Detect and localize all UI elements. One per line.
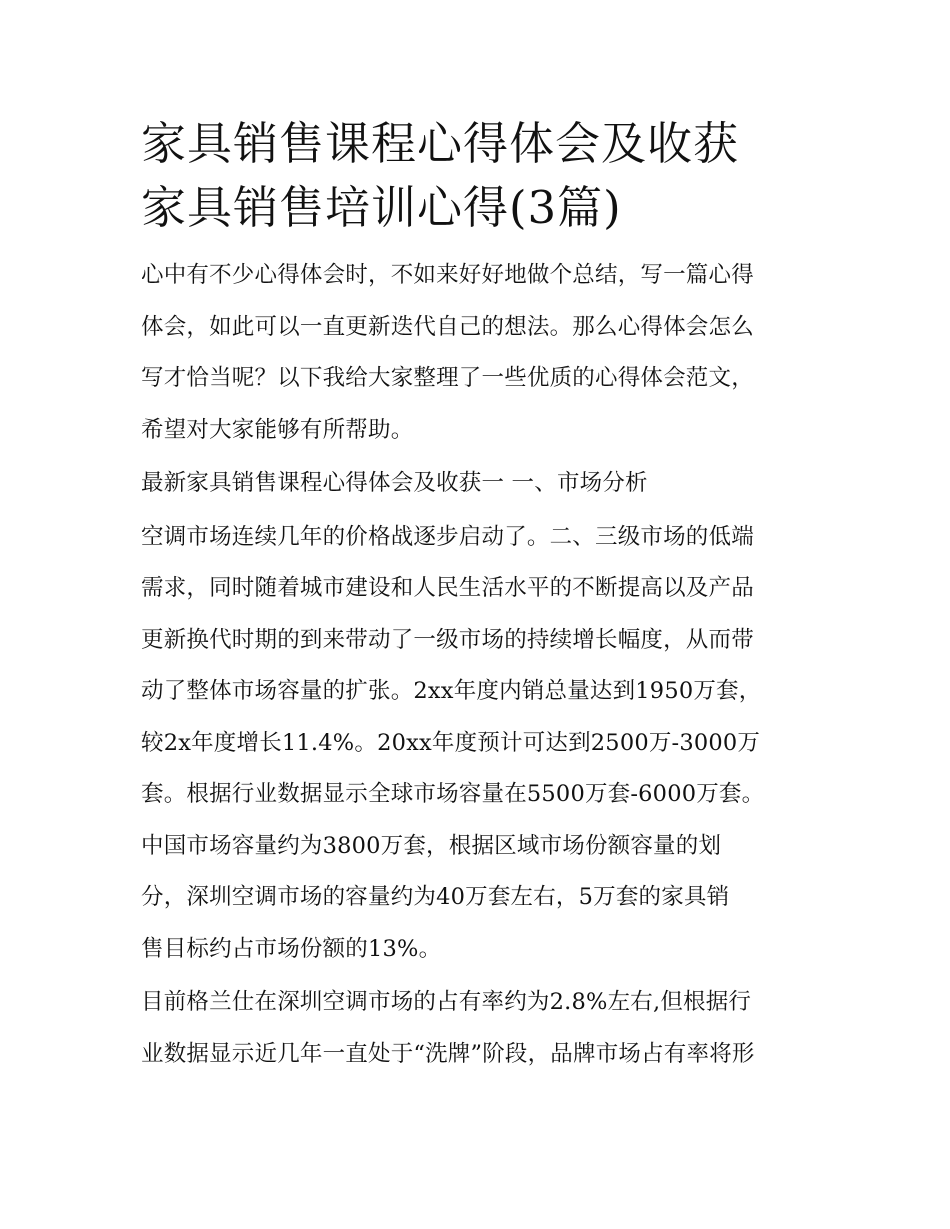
document-title [141, 112, 813, 240]
market-analysis-paragraph [141, 512, 813, 976]
paragraph-line: 希望对大家能够有所帮助。 [141, 416, 414, 443]
paragraph-line: 中国市场容量约为3800万套，根据区域市场份额容量的划 [141, 832, 722, 859]
paragraph-line: 套。根据行业数据显示全球市场容量在5500万套-6000万套。 [141, 781, 765, 807]
document-page [141, 112, 813, 1080]
paragraph-line: 写才恰当呢？以下我给大家整理了一些优质的心得体会范文， [141, 365, 754, 391]
market-share-paragraph [141, 977, 813, 1080]
paragraph-line: 更新换代时期的到来带动了一级市场的持续增长幅度，从而带 [141, 626, 754, 653]
title-line-1: 家具销售课程心得体会及收获 [141, 117, 740, 170]
paragraph-line: 需求，同时随着城市建设和人民生活水平的不断提高以及产品 [141, 575, 754, 601]
paragraph-line: 分，深圳空调市场的容量约为40万套左右，5万套的家具销 [141, 884, 730, 910]
paragraph-line: 售目标约占市场份额的13%。 [141, 935, 442, 962]
title-line-2: 家具销售培训心得(3篇) [141, 181, 622, 234]
paragraph-line: 动了整体市场容量的扩张。2xx年度内销总量达到1950万套， [141, 678, 762, 704]
section-heading-paragraph [141, 458, 813, 510]
paragraph-line: 空调市场连续几年的价格战逐步启动了。二、三级市场的低端 [141, 523, 754, 550]
paragraph-line: 最新家具销售课程心得体会及收获一 一、市场分析 [141, 470, 648, 496]
paragraph-line: 心中有不少心得体会时，不如来好好地做个总结，写一篇心得 [141, 262, 754, 288]
intro-paragraph [141, 250, 813, 456]
paragraph-line: 体会，如此可以一直更新迭代自己的想法。那么心得体会怎么 [141, 313, 754, 340]
paragraph-line: 较2x年度增长11.4%。20xx年度预计可达到2500万-3000万 [141, 729, 761, 756]
paragraph-line: 业数据显示近几年一直处于“洗牌”阶段，品牌市场占有率将形 [141, 1040, 755, 1067]
paragraph-line: 目前格兰仕在深圳空调市场的占有率约为2.8%左右,但根据行 [141, 989, 752, 1015]
